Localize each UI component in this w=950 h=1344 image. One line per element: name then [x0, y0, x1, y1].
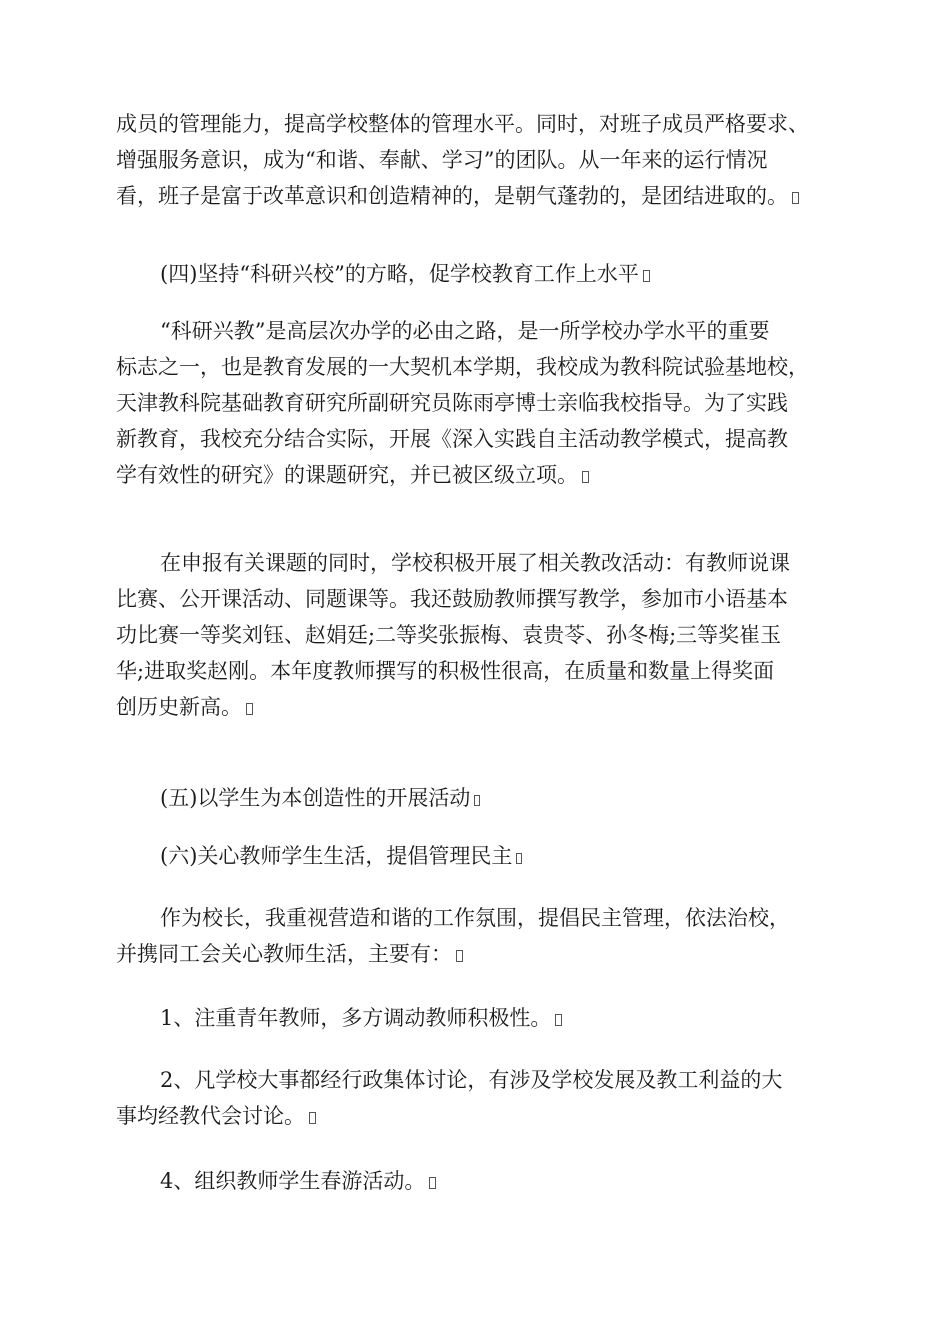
paragraph-mark-icon [792, 192, 799, 204]
list-item-1 [160, 1000, 880, 1036]
paragraph-mark-icon [555, 1014, 562, 1026]
paragraph-mark-icon [309, 1112, 316, 1124]
paragraph-mark-icon [474, 795, 480, 806]
text-line-content: 学有效性的研究》的课题研究，并已被区级立项。 [116, 463, 578, 487]
text-line [160, 256, 880, 292]
paragraph-mark-icon [582, 471, 589, 483]
list-item-4 [160, 1163, 880, 1199]
text-line: 2、凡学校大事都经行政集体讨论，有涉及学校发展及教工利益的大 [160, 1068, 783, 1092]
text-line [116, 457, 836, 493]
text-line-content: 看，班子是富于改革意识和创造精神的，是朝气蓬勃的，是团结进取的。 [116, 184, 788, 208]
text-line [116, 1098, 836, 1134]
text-line-content: 事均经教代会讨论。 [116, 1104, 305, 1128]
text-line: 华;进取奖赵刚。本年度教师撰写的积极性很高，在质量和数量上得奖面 [116, 659, 775, 683]
text-line: 在申报有关课题的同时，学校积极开展了相关教改活动：有教师说课 [160, 551, 790, 575]
text-line: 成员的管理能力，提高学校整体的管理水平。同时，对班子成员严格要求、 [116, 112, 809, 136]
text-line-content: (六)关心教师学生生活，提倡管理民主 [160, 844, 513, 868]
list-item-2 [116, 1062, 836, 1134]
text-line-content: 创历史新高。 [116, 695, 242, 719]
heading-section-4 [160, 256, 880, 292]
paragraph-team [116, 106, 836, 214]
text-line: 标志之一，也是教育发展的一大契机本学期，我校成为教科院试验基地校， [116, 355, 809, 379]
text-line-content: (四)坚持“科研兴校”的方略，促学校教育工作上水平 [160, 262, 639, 286]
heading-section-6 [160, 838, 880, 874]
paragraph-mark-icon [246, 703, 253, 715]
text-line-content: 4、组织教师学生春游活动。 [160, 1169, 426, 1193]
text-line-content: 并携同工会关心教师生活，主要有： [116, 942, 452, 966]
text-line: 天津教科院基础教育研究所副研究员陈雨亭博士亲临我校指导。为了实践 [116, 391, 788, 415]
text-line: 增强服务意识，成为“和谐、奉献、学习”的团队。从一年来的运行情况 [116, 148, 768, 172]
paragraph-principal [116, 900, 836, 972]
text-line [116, 689, 836, 725]
paragraph-activities [116, 545, 836, 725]
paragraph-mark-icon [516, 853, 522, 864]
text-line: 功比赛一等奖刘钰、赵娟廷;二等奖张振梅、袁贵苓、孙冬梅;三等奖崔玉 [116, 623, 782, 647]
text-line: “科研兴教”是高层次办学的必由之路，是一所学校办学水平的重要 [160, 319, 770, 343]
paragraph-mark-icon [643, 270, 650, 282]
text-line [160, 780, 880, 816]
text-line: 作为校长，我重视营造和谐的工作氛围，提倡民主管理，依法治校， [160, 906, 790, 930]
text-line [160, 838, 880, 874]
text-line [116, 178, 836, 214]
paragraph-mark-icon [456, 950, 463, 962]
text-line [160, 1163, 880, 1199]
text-line-content: 1、注重青年教师，多方调动教师积极性。 [160, 1006, 552, 1030]
text-line [116, 936, 836, 972]
text-line: 新教育，我校充分结合实际，开展《深入实践自主活动教学模式，提高教 [116, 427, 788, 451]
text-line: 比赛、公开课活动、同题课等。我还鼓励教师撰写教学，参加市小语基本 [116, 587, 788, 611]
text-line [160, 1000, 880, 1036]
paragraph-mark-icon [429, 1177, 436, 1189]
paragraph-research [116, 313, 836, 493]
heading-section-5 [160, 780, 880, 816]
text-line-content: (五)以学生为本创造性的开展活动 [160, 786, 471, 810]
